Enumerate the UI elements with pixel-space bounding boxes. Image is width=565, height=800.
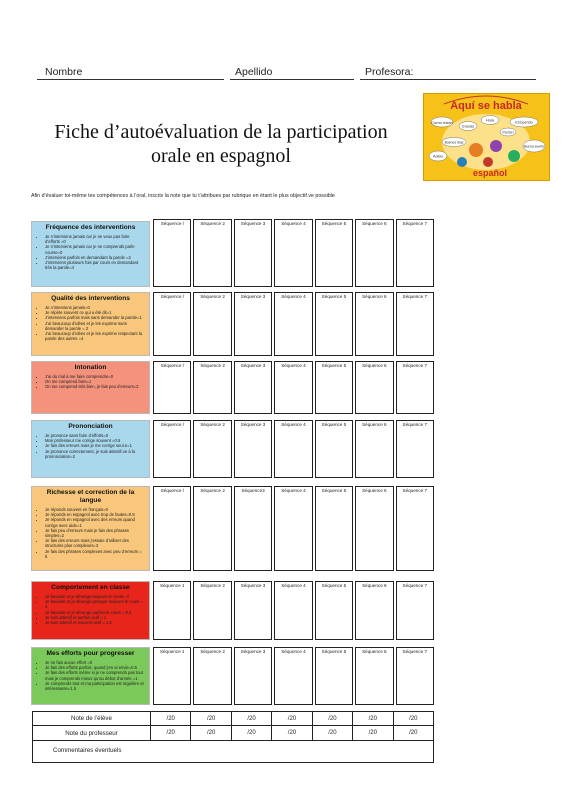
rubric-criteria-list bbox=[36, 594, 145, 625]
sequence-label: Séquence 2 bbox=[200, 294, 225, 299]
profesora-label: Profesora: bbox=[365, 66, 414, 78]
student-score-cell[interactable]: /20 bbox=[409, 715, 418, 722]
poster-word-suerte: Buena suerte bbox=[523, 144, 545, 149]
sequence-label: Séquence 5 bbox=[321, 649, 347, 654]
sequence-cell[interactable] bbox=[315, 647, 353, 705]
rubric-criterion: • Je suis attentif et souvent actif = 1.5 bbox=[45, 620, 145, 625]
poster-word-hola: Hola bbox=[485, 117, 495, 123]
student-score-cell[interactable]: /20 bbox=[353, 712, 393, 725]
rubric-criterion: • J’interviens parfois mais sans demander la parole=1 bbox=[45, 315, 145, 320]
sequence-label: Séquence 2 bbox=[200, 221, 225, 226]
teacher-score-cell[interactable]: /20 bbox=[409, 730, 418, 736]
sequence-cells bbox=[153, 581, 434, 640]
rubric-title: Fréquence des interventions bbox=[45, 224, 136, 231]
comments-label: Commentaires éventuels bbox=[53, 747, 122, 754]
rubric-box bbox=[31, 486, 150, 571]
sequence-cell[interactable] bbox=[153, 292, 191, 356]
sequence-cell[interactable] bbox=[396, 581, 434, 640]
sequence-cell[interactable] bbox=[234, 581, 272, 640]
student-score-row bbox=[32, 711, 434, 726]
sequence-label: Séquence 4 bbox=[281, 363, 306, 368]
sequence-cell[interactable] bbox=[193, 581, 231, 640]
sequence-cell[interactable] bbox=[234, 219, 272, 287]
rubric-box bbox=[31, 221, 150, 287]
sequence-cell[interactable] bbox=[315, 292, 353, 356]
rubric-criteria-list bbox=[36, 433, 145, 459]
sequence-cell[interactable] bbox=[396, 219, 434, 287]
sequence-cell[interactable] bbox=[274, 647, 312, 705]
sequence-label: Séquence 7 bbox=[402, 649, 428, 654]
rubric-criterion: • Je répète souvent ce qui a été dit=1 bbox=[45, 310, 145, 315]
poster-word-buenos: Buenos días bbox=[444, 140, 464, 145]
rubric-title: Prononciation bbox=[68, 423, 113, 430]
rubric-criterion: • J’interviens plusieurs fois par cours en demandant très la parole=4 bbox=[45, 260, 145, 270]
rubric-criterion: • Je bavarde et je dérange presque toujours le cours = 0 bbox=[45, 599, 145, 609]
rubric-box bbox=[31, 420, 150, 478]
sequence-label: Séquence 7 bbox=[402, 221, 428, 226]
sequence-cell[interactable] bbox=[355, 219, 393, 287]
sequence-cell[interactable] bbox=[193, 361, 231, 414]
sequence-cell[interactable] bbox=[315, 361, 353, 414]
sequence-label: Séquence 4 bbox=[281, 422, 306, 427]
sequence-label: Séquence 2 bbox=[200, 363, 225, 368]
sequence-label: Séquence l bbox=[160, 294, 184, 299]
poster-word-perdon: Perdón bbox=[502, 130, 514, 135]
sequence-cell[interactable] bbox=[355, 486, 393, 571]
rubric-criterion: • Je n’interviens jamais car je ne comprends parle course=0 bbox=[45, 244, 145, 254]
rubric-criterion: • Je fais des phrases complexes avec peu d’erreurs = 5 bbox=[45, 549, 145, 559]
sequence-cell[interactable] bbox=[274, 486, 312, 571]
sequence-label: Séquence 4 bbox=[281, 221, 306, 226]
sequence-cell[interactable] bbox=[396, 420, 434, 478]
sequence-cell[interactable] bbox=[153, 581, 191, 640]
sequence-label: Séquence 3 bbox=[240, 221, 266, 226]
student-score-cell[interactable]: /20 bbox=[191, 712, 231, 725]
sequence-label: Séquence 6 bbox=[362, 583, 387, 588]
sequence-cell[interactable] bbox=[355, 647, 393, 705]
rubric-criterion: • J’ai beaucoup d’idées et je les exprime sans demander la parole = 2 bbox=[45, 321, 145, 331]
rubric-criterion: • Je réponds en espagnol avec des erreurs quand corrige avec aide=1 bbox=[45, 517, 145, 527]
sequence-cell[interactable] bbox=[193, 647, 231, 705]
title-line-2: orale en espagnol bbox=[151, 145, 291, 167]
sequence-label: Séquence 6 bbox=[362, 363, 387, 368]
rubric-box bbox=[31, 581, 150, 640]
rubric-criterion: • On me comprend bien=1 bbox=[45, 379, 145, 384]
page-title bbox=[26, 120, 416, 168]
teacher-score-cell[interactable]: /20 bbox=[353, 726, 393, 740]
rubric-criteria-list bbox=[36, 660, 145, 691]
rubric-criterion: • Je n’interviens jamais=0 bbox=[45, 305, 145, 310]
rubric-box bbox=[31, 292, 150, 356]
rubric-criterion: • Je fais des efforts même si je ne comprends pas tout mais je comprends mieux qu’au début d’année =1 bbox=[45, 670, 145, 680]
rubric-title: Mes efforts pour progresser bbox=[46, 650, 135, 657]
rubric-criteria-list bbox=[36, 507, 145, 559]
sequence-cell[interactable] bbox=[355, 581, 393, 640]
sequence-cell[interactable] bbox=[234, 292, 272, 356]
poster-word-estupendo: Estupendo bbox=[515, 120, 533, 125]
rubric-criteria-list bbox=[36, 234, 145, 270]
sequence-label: Séquence 7 bbox=[402, 488, 428, 493]
rubric-criteria-list bbox=[36, 374, 145, 390]
sequence-cells bbox=[153, 292, 434, 356]
rubric-criterion: • Je réponds souvent en français=0 bbox=[45, 507, 145, 512]
sequence-label: Séquence 3 bbox=[240, 422, 266, 427]
sequence-label: Séquence 7 bbox=[402, 583, 428, 588]
sequence-label: Séquence 6 bbox=[362, 422, 387, 427]
sequence-cell[interactable] bbox=[153, 219, 191, 287]
rubric-box bbox=[31, 647, 150, 705]
rubric-box bbox=[31, 361, 150, 414]
sequence-cells bbox=[153, 420, 434, 478]
sequence-cells bbox=[153, 486, 434, 571]
rubric-criterion: • Je comprends tout et ma participation est régulière et intéressante=1.5 bbox=[45, 681, 145, 691]
rubric-criterion: • Je fais des efforts parfois, quand j’en ai envie=0.5 bbox=[45, 665, 145, 670]
sequence-label: Séquence 1 bbox=[159, 649, 185, 654]
rubric-title: Intonation bbox=[74, 364, 107, 371]
sequence-label: Séquence 4 bbox=[281, 649, 306, 654]
profesora-line[interactable] bbox=[360, 79, 536, 80]
sequence-cell[interactable] bbox=[153, 486, 191, 571]
teacher-score-row bbox=[32, 725, 434, 741]
sequence-cell[interactable] bbox=[396, 647, 434, 705]
apellido-line[interactable] bbox=[230, 79, 354, 80]
sequence-cell[interactable] bbox=[396, 486, 434, 571]
sequence-label: Séquence 6 bbox=[362, 294, 387, 299]
sequence-label: Séquence 5 bbox=[321, 294, 347, 299]
teacher-score-cell[interactable]: /20 bbox=[272, 726, 312, 740]
sequence-label: Séquence 3 bbox=[240, 583, 266, 588]
rubric-criterion: • Je fais des erreurs mais je me corrige seul.e=1 bbox=[45, 443, 145, 448]
sequence-cell[interactable] bbox=[396, 361, 434, 414]
title-line-1: Fiche d’autoévaluation de la participation bbox=[54, 121, 388, 143]
poster-footer: español bbox=[472, 168, 508, 178]
sequence-label: Séquence l bbox=[160, 221, 184, 226]
rubric-criterion: • J’ai beaucoup d’idées et je les exprime respectant la parole des autres =4 bbox=[45, 331, 145, 341]
sequence-label: Séquence 3 bbox=[240, 649, 266, 654]
rubric-criterion: • Je réponds en espagnol avec trop de fautes=0.5 bbox=[45, 512, 145, 517]
rubric-criterion: • Je fais peu d’erreurs mais je fais des phrases simples=2 bbox=[45, 528, 145, 538]
intro-text: Afin d’évaluer toi-même tes compétences à l’oral, inscris la note que tu t’attribues par rubrique en étant le plus objectif.ve possible bbox=[31, 193, 335, 199]
rubric-criterion: • Je bavarde et je dérange toujours le cours= 0 bbox=[45, 594, 145, 599]
sequence-cell[interactable] bbox=[234, 420, 272, 478]
apellido-label: Apellido bbox=[235, 66, 273, 78]
sequence-label: Séquence3 bbox=[241, 488, 265, 493]
sequence-label: Séquence 7 bbox=[402, 422, 428, 427]
rubric-criterion: • Mon professeur me corrige souvent =0.5 bbox=[45, 438, 145, 443]
poster-word-gracias: Gracias bbox=[461, 124, 475, 129]
teacher-score-cell[interactable]: /20 bbox=[313, 726, 353, 740]
student-score-label: Note de l’élève bbox=[33, 712, 151, 725]
student-score-cell[interactable]: /20 bbox=[151, 712, 191, 725]
nombre-line[interactable] bbox=[37, 79, 224, 80]
sequence-cell[interactable] bbox=[274, 292, 312, 356]
sequence-cells bbox=[153, 647, 434, 705]
sequence-label: Séquence 3 bbox=[240, 294, 266, 299]
sequence-label: Séquence 7 bbox=[402, 294, 428, 299]
sequence-cell[interactable] bbox=[315, 486, 353, 571]
rubric-criterion: • Je ne fais aucun effort =0 bbox=[45, 660, 145, 665]
sequence-label: Séquence 2 bbox=[200, 649, 225, 654]
rubric-title: Comportement en classe bbox=[51, 584, 130, 591]
teacher-score-label: Note du professeur bbox=[33, 726, 151, 740]
sequence-label: Séquence 5 bbox=[321, 363, 347, 368]
rubric-criterion: • Je suis attentif et parfois actif = 1 bbox=[45, 615, 145, 620]
spanish-poster-image bbox=[423, 93, 550, 181]
rubric-criterion: • J’interviens parfois en demandant la parole =2 bbox=[45, 255, 145, 260]
sequence-label: Séquence 4 bbox=[281, 294, 306, 299]
student-score-cell[interactable]: /20 bbox=[272, 712, 312, 725]
sequence-label: Séquence 3 bbox=[240, 363, 266, 368]
sequence-label: Séquence 5 bbox=[321, 221, 347, 226]
sequence-cell[interactable] bbox=[315, 219, 353, 287]
sequence-label: Séquence 4 bbox=[281, 488, 306, 493]
rubric-criterion: • Je fais des erreurs mais j’essaie d’utiliser des structures plus complexes=3 bbox=[45, 538, 145, 548]
student-score-cell[interactable]: /20 bbox=[313, 712, 353, 725]
sequence-label: Séquence l bbox=[160, 488, 184, 493]
sequence-label: Séquence 6 bbox=[362, 221, 387, 226]
sequence-label: Séquence 4 bbox=[281, 583, 306, 588]
sequence-cell[interactable] bbox=[396, 292, 434, 356]
sequence-cell[interactable] bbox=[153, 420, 191, 478]
poster-word-como: Como están bbox=[431, 120, 453, 125]
sequence-label: Séquence 2 bbox=[200, 583, 225, 588]
rubric-title: Richesse et correction de la langue bbox=[46, 489, 135, 504]
sequence-label: Séquence 6 bbox=[362, 488, 387, 493]
rubric-criterion: • Je n’interviens jamais car je ne veux pas faire d’efforts =0 bbox=[45, 234, 145, 244]
rubric-criteria-list bbox=[36, 305, 145, 341]
sequence-label: Séquence 5 bbox=[321, 488, 347, 493]
sequence-label: Séquence 2 bbox=[200, 488, 225, 493]
sequence-cell[interactable] bbox=[315, 420, 353, 478]
sequence-label: Séquence 7 bbox=[402, 363, 428, 368]
sequence-cell[interactable] bbox=[355, 361, 393, 414]
sequence-cell[interactable] bbox=[315, 581, 353, 640]
sequence-label: Séquence l bbox=[160, 422, 184, 427]
sequence-cell[interactable] bbox=[153, 361, 191, 414]
sequence-label: Séquence l bbox=[160, 363, 184, 368]
sequence-cell[interactable] bbox=[234, 486, 272, 571]
sequence-cell[interactable] bbox=[355, 292, 393, 356]
teacher-score-cell[interactable]: /20 bbox=[151, 726, 191, 740]
sequence-label: Séquence 6 bbox=[362, 649, 387, 654]
sequence-cell[interactable] bbox=[193, 292, 231, 356]
sequence-cell[interactable] bbox=[274, 420, 312, 478]
teacher-score-cell[interactable]: /20 bbox=[232, 726, 272, 740]
rubric-criterion: • J’ai du mal à me faire comprendre=0 bbox=[45, 374, 145, 379]
sequence-cell[interactable] bbox=[153, 647, 191, 705]
sequence-cell[interactable] bbox=[234, 647, 272, 705]
sequence-cell[interactable] bbox=[274, 219, 312, 287]
comments-box[interactable] bbox=[32, 740, 434, 763]
sequence-cell[interactable] bbox=[234, 361, 272, 414]
poster-headline: Aquí se habla bbox=[450, 100, 522, 112]
teacher-score-cell[interactable]: /20 bbox=[191, 726, 231, 740]
rubric-criterion: • On me comprend très bien, je fais peu d’erreurs=2 bbox=[45, 384, 145, 389]
rubric-criterion: • Je prononce sans faire d’efforts=0 bbox=[45, 433, 145, 438]
rubric-criterion: • Je prononce correctement, je suis attentif.ve à la prononciation=2 bbox=[45, 449, 145, 459]
rubric-title: Qualité des interventions bbox=[51, 295, 130, 302]
poster-word-adios: Adiós bbox=[432, 153, 444, 159]
rubric-criterion: • Je bavarde et je dérange parfois le cours = 0.5 bbox=[45, 610, 145, 615]
sequence-cell[interactable] bbox=[274, 581, 312, 640]
sequence-cell[interactable] bbox=[274, 361, 312, 414]
sequence-cells bbox=[153, 219, 434, 287]
nombre-label: Nombre bbox=[45, 66, 83, 78]
sequence-cells bbox=[153, 361, 434, 414]
sequence-cell[interactable] bbox=[193, 486, 231, 571]
sequence-label: Séquence 5 bbox=[321, 583, 347, 588]
sequence-label: Séquence 2 bbox=[200, 422, 225, 427]
sequence-cell[interactable] bbox=[193, 219, 231, 287]
student-score-cell[interactable]: /20 bbox=[232, 712, 272, 725]
sequence-label: Séquence 5 bbox=[321, 422, 347, 427]
sequence-label: Séquence 1 bbox=[159, 583, 185, 588]
sequence-cell[interactable] bbox=[193, 420, 231, 478]
sequence-cell[interactable] bbox=[355, 420, 393, 478]
